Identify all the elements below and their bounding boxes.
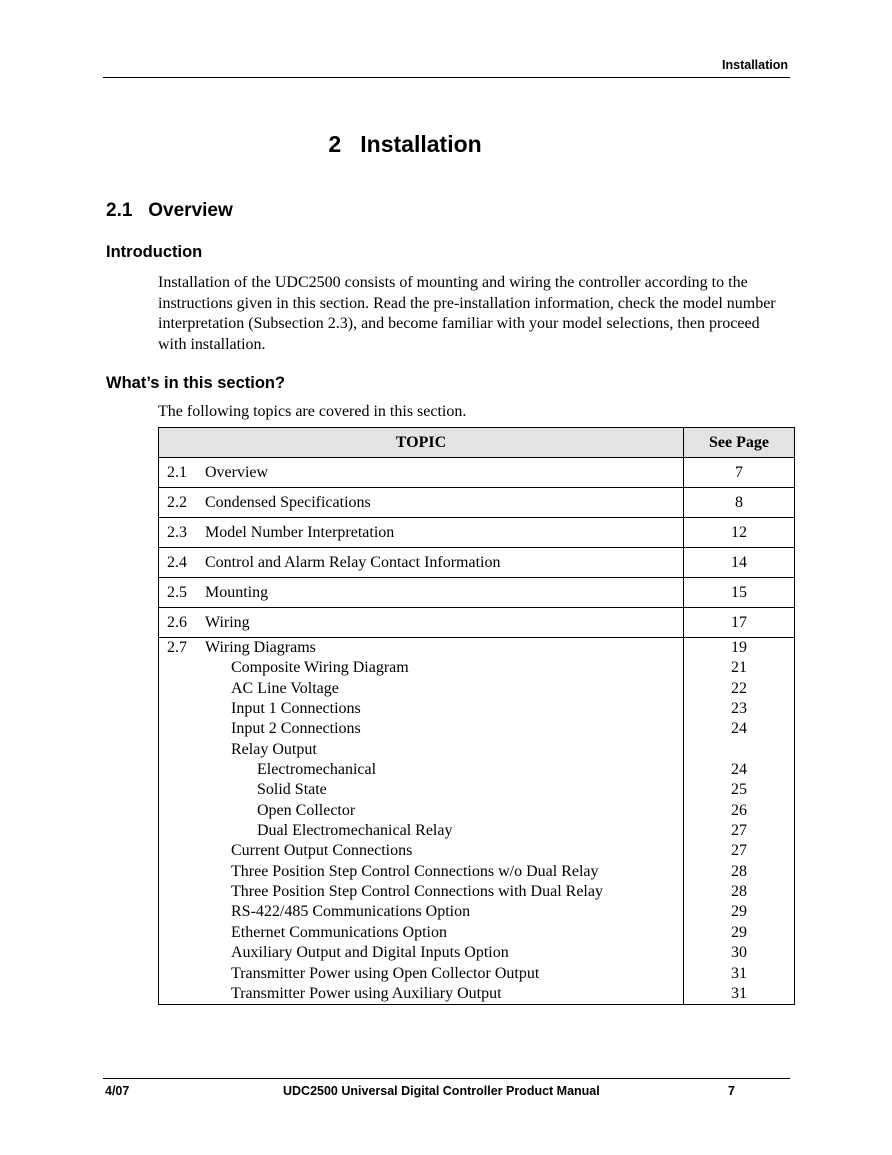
- page-number: 28: [731, 862, 747, 880]
- page-cell: 14: [684, 548, 795, 578]
- page-cell: 12: [684, 518, 795, 548]
- subtopic-label: Three Position Step Control Connections w/o Dual Relay: [231, 862, 599, 880]
- topic-label: Mounting: [205, 583, 269, 601]
- page-number: 29: [731, 923, 747, 941]
- subtopic-label: Relay Output: [231, 740, 317, 758]
- topic-line: [167, 638, 683, 658]
- table-row: [159, 488, 795, 518]
- topic-cell: [159, 578, 684, 608]
- page-number: 27: [731, 822, 747, 840]
- footer-rule: [103, 1078, 790, 1079]
- table-intro-text: The following topics are covered in this section.: [158, 403, 467, 420]
- subtopic-label: Transmitter Power using Auxiliary Output: [231, 984, 502, 1002]
- subtopic-label: Dual Electromechanical Relay: [257, 822, 453, 840]
- table-row: [159, 548, 795, 578]
- subtopic-label: Auxiliary Output and Digital Inputs Option: [231, 944, 509, 962]
- table-header-row: [159, 428, 795, 458]
- whats-in-section-heading: What’s in this section?: [106, 374, 286, 392]
- page-number: 31: [731, 964, 747, 982]
- subtopic-label: Composite Wiring Diagram: [231, 659, 409, 677]
- topic-label: Control and Alarm Relay Contact Information: [205, 553, 501, 571]
- page-number: 23: [731, 700, 747, 718]
- introduction-heading: Introduction: [106, 243, 203, 261]
- topic-number: 2.2: [167, 493, 187, 511]
- subtopic-label: Input 1 Connections: [231, 700, 361, 718]
- page-cell: 8: [684, 488, 795, 518]
- subtopic-label: AC Line Voltage: [231, 679, 339, 697]
- subtopic-label: Transmitter Power using Open Collector Output: [231, 964, 540, 982]
- running-header: Installation: [722, 58, 788, 72]
- footer-page-number: 7: [728, 1084, 735, 1098]
- subtopic-label: Three Position Step Control Connections with Dual Relay: [231, 883, 603, 901]
- section-title: Overview: [148, 200, 233, 221]
- topic-number: 2.7: [167, 639, 187, 656]
- page-cell: [684, 638, 795, 1005]
- table-row: [159, 578, 795, 608]
- chapter-number: 2: [328, 131, 342, 157]
- page-number: 24: [731, 720, 747, 738]
- introduction-paragraph: Installation of the UDC2500 consists of mounting and wiring the controller according to the instructions given in this section. Read the pre-installation information, check the model number interpretation (Subsection 2.3), and become familiar with your model selections, then proceed with installation.: [158, 274, 776, 354]
- topic-cell: [159, 548, 684, 578]
- page-number: 31: [731, 984, 747, 1002]
- topic-number: 2.3: [167, 523, 187, 541]
- subtopic-label: Electromechanical: [257, 761, 377, 779]
- page-cell: 7: [684, 458, 795, 488]
- topics-table: [158, 427, 795, 1005]
- table-row: [159, 608, 795, 638]
- footer-date: 4/07: [105, 1084, 130, 1098]
- page-column-header: See Page: [684, 428, 795, 458]
- subtopic-label: Input 2 Connections: [231, 720, 361, 738]
- topic-cell: [159, 638, 684, 1005]
- topic-cell: [159, 488, 684, 518]
- chapter-title: [0, 131, 810, 158]
- subtopic-label: Ethernet Communications Option: [231, 923, 447, 941]
- header-rule: [103, 77, 790, 78]
- topic-cell: [159, 518, 684, 548]
- topic-cell: [159, 458, 684, 488]
- footer-title: UDC2500 Universal Digital Controller Product Manual: [283, 1084, 600, 1098]
- chapter-title-text: Installation: [360, 131, 482, 157]
- page-cell: 15: [684, 578, 795, 608]
- topic-cell: [159, 608, 684, 638]
- page-number: 26: [731, 801, 747, 819]
- page-number: 24: [731, 761, 747, 779]
- topic-number: 2.6: [167, 613, 187, 631]
- topic-column-header: TOPIC: [159, 428, 684, 458]
- topic-label: Wiring Diagrams: [205, 639, 316, 656]
- table-row: [159, 518, 795, 548]
- table-row: [159, 458, 795, 488]
- subtopic-label: Solid State: [257, 781, 327, 799]
- page-number: 28: [731, 883, 747, 901]
- page-number: 30: [731, 944, 747, 962]
- topic-label: Overview: [205, 463, 269, 481]
- topic-number: 2.5: [167, 583, 187, 601]
- subtopic-label: RS-422/485 Communications Option: [231, 903, 471, 921]
- page-number: 19: [731, 639, 747, 656]
- topic-number: 2.4: [167, 553, 187, 571]
- topic-number: 2.1: [167, 463, 187, 481]
- table-row-wiring-diagrams: [159, 638, 795, 1005]
- subtopic-label: Open Collector: [257, 801, 356, 819]
- page-number: 22: [731, 679, 747, 697]
- page-number: 27: [731, 842, 747, 860]
- topic-label: Condensed Specifications: [205, 493, 371, 511]
- page-number: 29: [731, 903, 747, 921]
- topic-label: Model Number Interpretation: [205, 523, 395, 541]
- page-number: 21: [731, 659, 747, 677]
- subtopic-label: Current Output Connections: [231, 842, 413, 860]
- page-number: [684, 740, 794, 760]
- section-number: 2.1: [106, 200, 133, 221]
- page-cell: 17: [684, 608, 795, 638]
- topic-label: Wiring: [205, 613, 250, 631]
- page-number: 25: [731, 781, 747, 799]
- section-heading: [106, 200, 233, 222]
